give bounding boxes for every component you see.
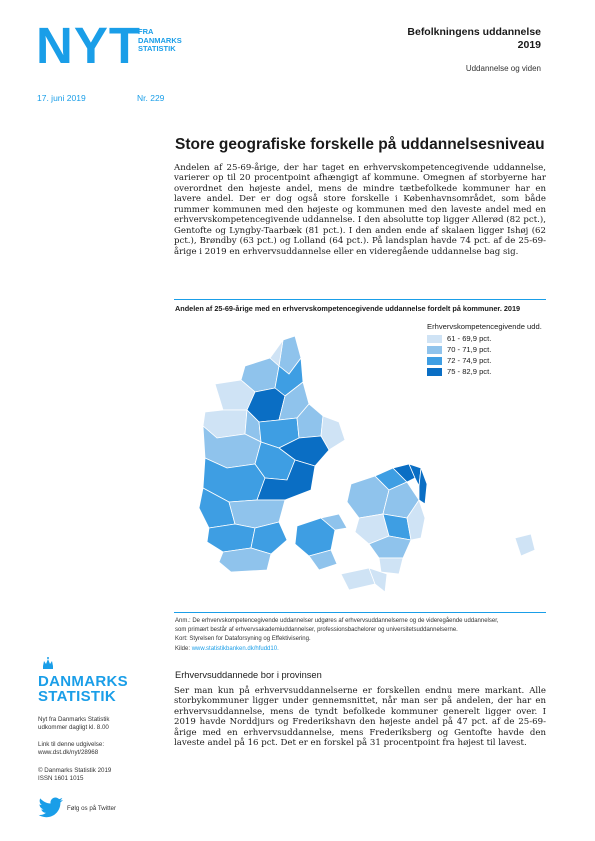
legend-title: Erhvervskompetencegivende udd.	[427, 322, 542, 331]
copyright-info: © Danmarks Statistik 2019 ISSN 1601 1015	[38, 767, 112, 783]
map-legend	[427, 322, 542, 377]
paragraph-second: Ser man kun på erhvervsuddannelserne er forskellen endnu mere markant. Alle storbykommuner ligger under gennemsnittet, når man ser på andelen, der har en erhvervsuddannelse, mens de tyndt befolkede kommuner generelt ligger over. I 2019 havde Norddjurs og Frederikshavn den højeste andel på 47 pct. af de 25-69-årige med en erhvervsuddannelse, mens Frederiksberg og Gentofte havde den laveste andel på 16 pct. Det er en forskel på 31 procentpoint fra højest til lavest.	[174, 686, 546, 749]
figure-title: Andelen af 25-69-årige med en erhvervskompetencegivende uddannelse fordelt på kommuner. 2019	[175, 304, 521, 313]
crown-icon	[40, 656, 56, 672]
legend-swatch	[427, 335, 442, 343]
figure-notes: Anm.: De erhvervskompetencegivende uddannelser udgøres af erhvervsuddannelserne og de videregående uddannelser, som primært består af erhvervsakademiuddannelser, professionsbachelorer og universitetsuddannelserne. Kort: Styrelsen for Dataforsyning og Effektivisering. Kilde: www.statistikbanken.dk/hfudd10.	[175, 618, 499, 652]
twitter-follow-text[interactable]: Følg os på Twitter	[67, 805, 117, 812]
legend-swatch	[427, 357, 442, 365]
source-link[interactable]: www.statistikbanken.dk/hfudd10.	[191, 645, 279, 652]
danmarks-statistik-logo: DANMARKS STATISTIK	[38, 673, 128, 705]
legend-item: 61 - 69,9 pct.	[427, 333, 542, 344]
twitter-icon[interactable]	[38, 797, 64, 819]
publication-info: Nyt fra Danmarks Statistik udkommer dagligt kl. 8.00	[38, 716, 110, 732]
legend-item: 72 - 74,9 pct.	[427, 355, 542, 366]
zealand-region	[347, 464, 427, 574]
legend-item: 70 - 71,9 pct.	[427, 344, 542, 355]
legend-swatch	[427, 346, 442, 354]
subheading: Erhvervsuddannede bor i provinsen	[175, 670, 322, 680]
publication-date: 17. juni 2019	[37, 93, 86, 103]
lolland-falster-region	[341, 568, 387, 592]
paragraph-intro: Andelen af 25-69-årige, der har taget en erhvervskompetencegivende uddannelse, varierer op til 20 procentpoint afhængigt af kommune. Omegnen af storbyerne har overordnet den højeste andel, mens de mindre tætbefolkede kommuner har en lavere andel. Der er dog også store forskelle i Københavnsområdet, som både rummer kommunen med den højeste og kommunen med den laveste andel med en erhvervskompetencegivende uddannelse. I den absolutte top ligger Allerød (82 pct.), Gentofte og Lyngby-Taarbæk (81 pct.). I den anden ende af skalaen ligger Ishøj (62 pct.), Brøndby (63 pct.) og Lolland (64 pct.). På landsplan havde 74 pct. af de 25-69-årige i 2019 en erhvervsuddannelse eller en videregående uddannelse bag sig.	[174, 163, 546, 257]
headline: Store geografiske forskelle på uddannelsesniveau	[175, 136, 545, 153]
legend-item: 75 - 82,9 pct.	[427, 366, 542, 377]
publication-url[interactable]: www.dst.dk/nyt/28968	[38, 749, 99, 757]
nyt-logo: NYT	[36, 17, 141, 74]
publication-link: Link til denne udgivelse: www.dst.dk/nyt/28968	[38, 741, 105, 757]
release-title: Befolkningens uddannelse 2019	[407, 26, 541, 51]
legend-swatch	[427, 368, 442, 376]
figure-top-rule	[174, 299, 546, 300]
figure-bottom-rule	[174, 612, 546, 613]
nyt-logo-subtitle: FRA DANMARKS STATISTIK	[138, 27, 182, 53]
publication-number: Nr. 229	[137, 93, 165, 103]
release-subject: Uddannelse og viden	[465, 64, 541, 73]
funen-region	[295, 514, 347, 570]
bornholm-region	[515, 534, 535, 556]
